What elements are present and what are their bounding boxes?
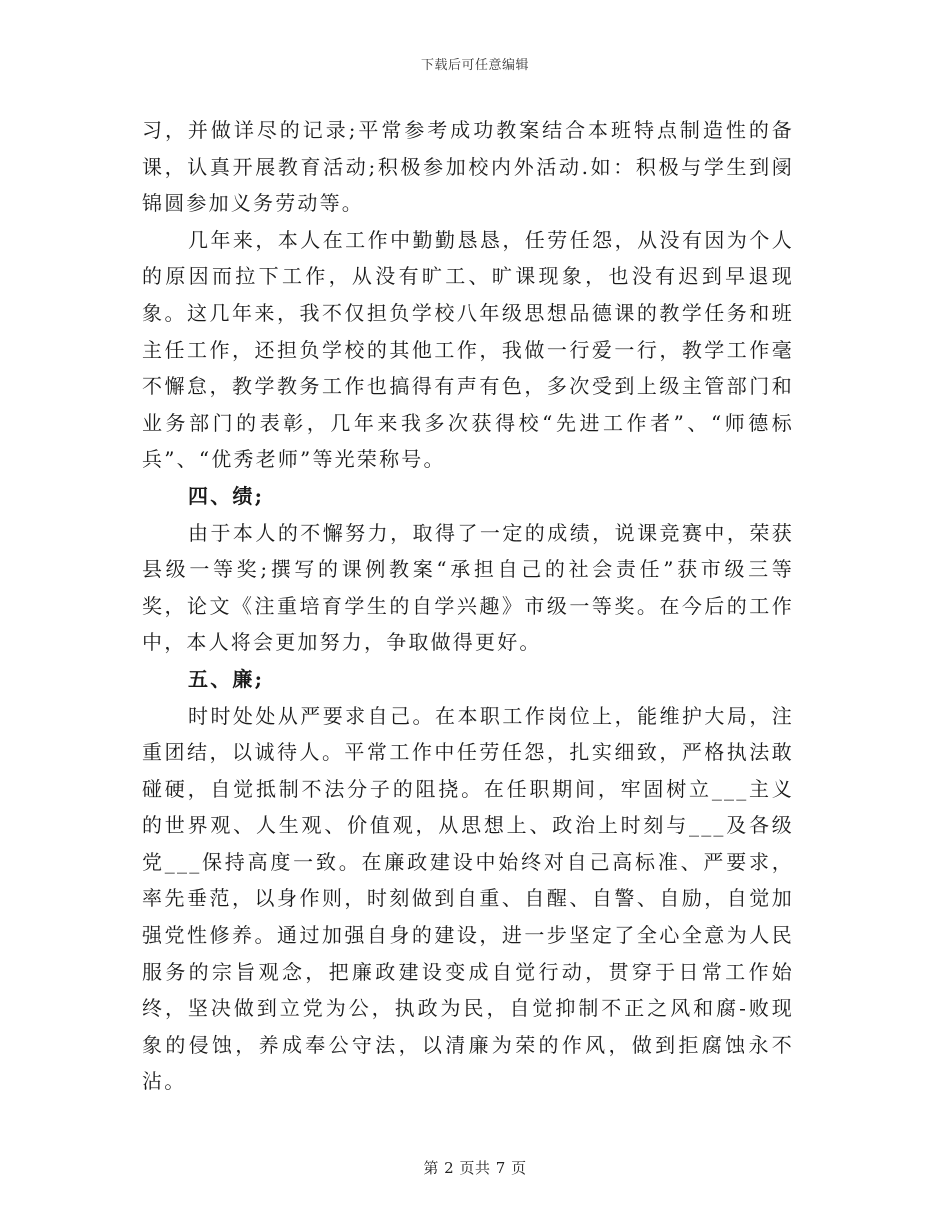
document-body xyxy=(142,112,794,1100)
page-footer: 第 2 页共 7 页 xyxy=(423,1159,527,1177)
paragraph-continued: 习，并做详尽的记录;平常参考成功教案结合本班特点制造性的备课，认真开展教育活动;积极参加校内外活动.如：积极与学生到阌锦圆参加义务劳动等。 xyxy=(142,118,794,216)
section-heading-integrity: 五、廉; xyxy=(188,666,265,691)
paragraph-integrity: 时时处处从严要求自己。在本职工作岗位上，能维护大局，注重团结，以诚待人。平常工作中任劳任怨，扎实细致，严格执法敢碰硬，自觉抵制不法分子的阻挠。在任职期间，牢固树立___主义的世界观、人生观、价值观，从思想上、政治上时刻与___及各级党___保持高度一致。在廉政建设中始终对自己高标准、严要求，率先垂范，以身作则，时刻做到自重、自醒、自警、自励，自觉加强党性修养。通过加强自身的建设，进一步坚定了全心全意为人民服务的宗旨观念，把廉政建设变成自觉行动，贯穿于日常工作始终，坚决做到立党为公，执政为民，自觉抑制不正之风和腐-败现象的侵蚀，养成奉公守法，以清廉为荣的作风，做到拒腐蚀永不沾。 xyxy=(142,703,794,1094)
section-heading-achievements: 四、绩; xyxy=(188,483,265,508)
paragraph-diligence: 几年来，本人在工作中勤勤恳恳，任劳任怨，从没有因为个人的原因而拉下工作，从没有旷工、旷课现象，也没有迟到早退现象。这几年来，我不仅担负学校八年级思想品德课的教学任务和班主任工作，还担负学校的其他工作，我做一行爱一行，教学工作毫不懈怠，教学教务工作也搞得有声有色，多次受到上级主管部门和业务部门的表彰，几年来我多次获得校“先进工作者”、“师德标兵”、“优秀老师”等光荣称号。 xyxy=(142,227,794,472)
page-header: 下载后可任意编辑 xyxy=(420,58,529,73)
paragraph-achievements: 由于本人的不懈努力，取得了一定的成绩，说课竞赛中，荣获县级一等奖;撰写的课例教案“承担自己的社会责任”获市级三等奖，论文《注重培育学生的自学兴趣》市级一等奖。在今后的工作中，本人将会更加努力，争取做得更好。 xyxy=(142,520,794,655)
